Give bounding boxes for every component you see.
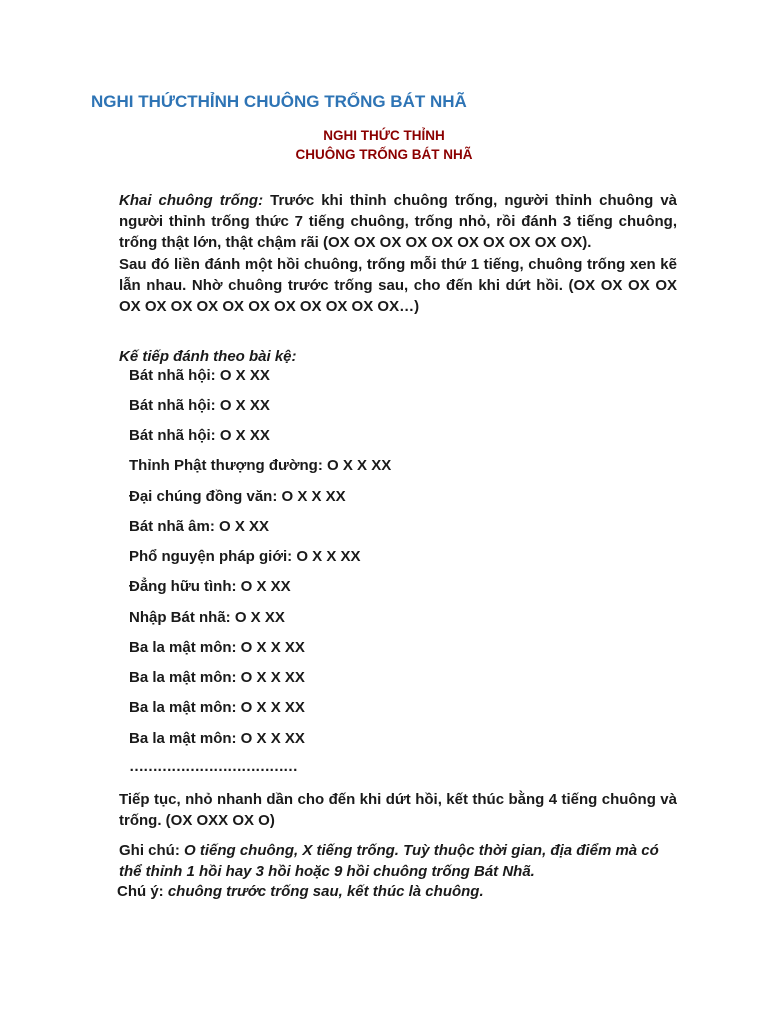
document-title: NGHI THỨCTHỈNH CHUÔNG TRỐNG BÁT NHÃ <box>91 92 467 111</box>
verse-line: Đại chúng đồng văn: O X X XX <box>129 488 346 505</box>
intro-paragraph <box>119 190 677 317</box>
subtitle-line-1: NGHI THỨC THỈNH <box>323 128 445 143</box>
verse-line: Đẳng hữu tình: O X XX <box>129 578 291 595</box>
verse-separator: ……………………………… <box>129 758 297 775</box>
intro-label: Khai chuông trống: <box>119 192 264 209</box>
verse-line: Thỉnh Phật thượng đường: O X X XX <box>129 457 392 474</box>
verse-line: Bát nhã hội: O X XX <box>129 427 270 444</box>
chu-y-note <box>117 881 677 902</box>
verse-line: Ba la mật môn: O X X XX <box>129 730 305 747</box>
verse-line: Ba la mật môn: O X X XX <box>129 639 305 656</box>
continue-paragraph: Tiếp tục, nhỏ nhanh dần cho đến khi dứt hồi, kết thúc bằng 4 tiếng chuông và trống. (OX OXX OX O) <box>119 791 677 830</box>
ghi-chu-label: Ghi chú: <box>119 842 180 859</box>
intro-text-2: Sau đó liền đánh một hồi chuông, trống mỗi thứ 1 tiếng, chuông trống xen kẽ lẫn nhau. Nhờ chuông trước trống sau, cho đến khi dứt hồi. (OX OX OX OX OX OX OX OX OX OX OX OX OX OX OX…) <box>119 255 677 316</box>
chu-y-text: chuông trước trống sau, kết thúc là chuông. <box>163 883 484 900</box>
verse-line: Bát nhã hội: O X XX <box>129 397 270 414</box>
chu-y-label: Chú ý: <box>117 883 164 900</box>
verse-line: Phổ nguyện pháp giới: O X X XX <box>129 548 361 565</box>
verse-heading: Kế tiếp đánh theo bài kệ: <box>119 348 297 365</box>
verse-line: Bát nhã hội: O X XX <box>129 367 270 384</box>
verse-line: Ba la mật môn: O X X XX <box>129 669 305 686</box>
verse-line: Bát nhã âm: O X XX <box>129 518 270 535</box>
intro-text: Trước khi thỉnh chuông trống, người thỉnh chuông và người thỉnh trống thức 7 tiếng chuông, trống nhỏ, rồi đánh 3 tiếng chuông, trống thật lớn, thật chậm rãi (OX OX OX OX OX OX OX OX OX OX). <box>119 192 678 252</box>
subtitle-line-2: CHUÔNG TRỐNG BÁT NHÃ <box>295 147 473 162</box>
ghi-chu-text: O tiếng chuông, X tiếng trống. Tuỳ thuộc thời gian, địa điểm mà có thể thỉnh 1 hồi hay 3 hồi hoặc 9 hồi chuông trống Bát Nhã. <box>119 842 659 880</box>
ghi-chu-note <box>119 840 679 882</box>
verse-line: Nhập Bát nhã: O X XX <box>129 609 285 626</box>
verse-line: Ba la mật môn: O X X XX <box>129 699 305 716</box>
